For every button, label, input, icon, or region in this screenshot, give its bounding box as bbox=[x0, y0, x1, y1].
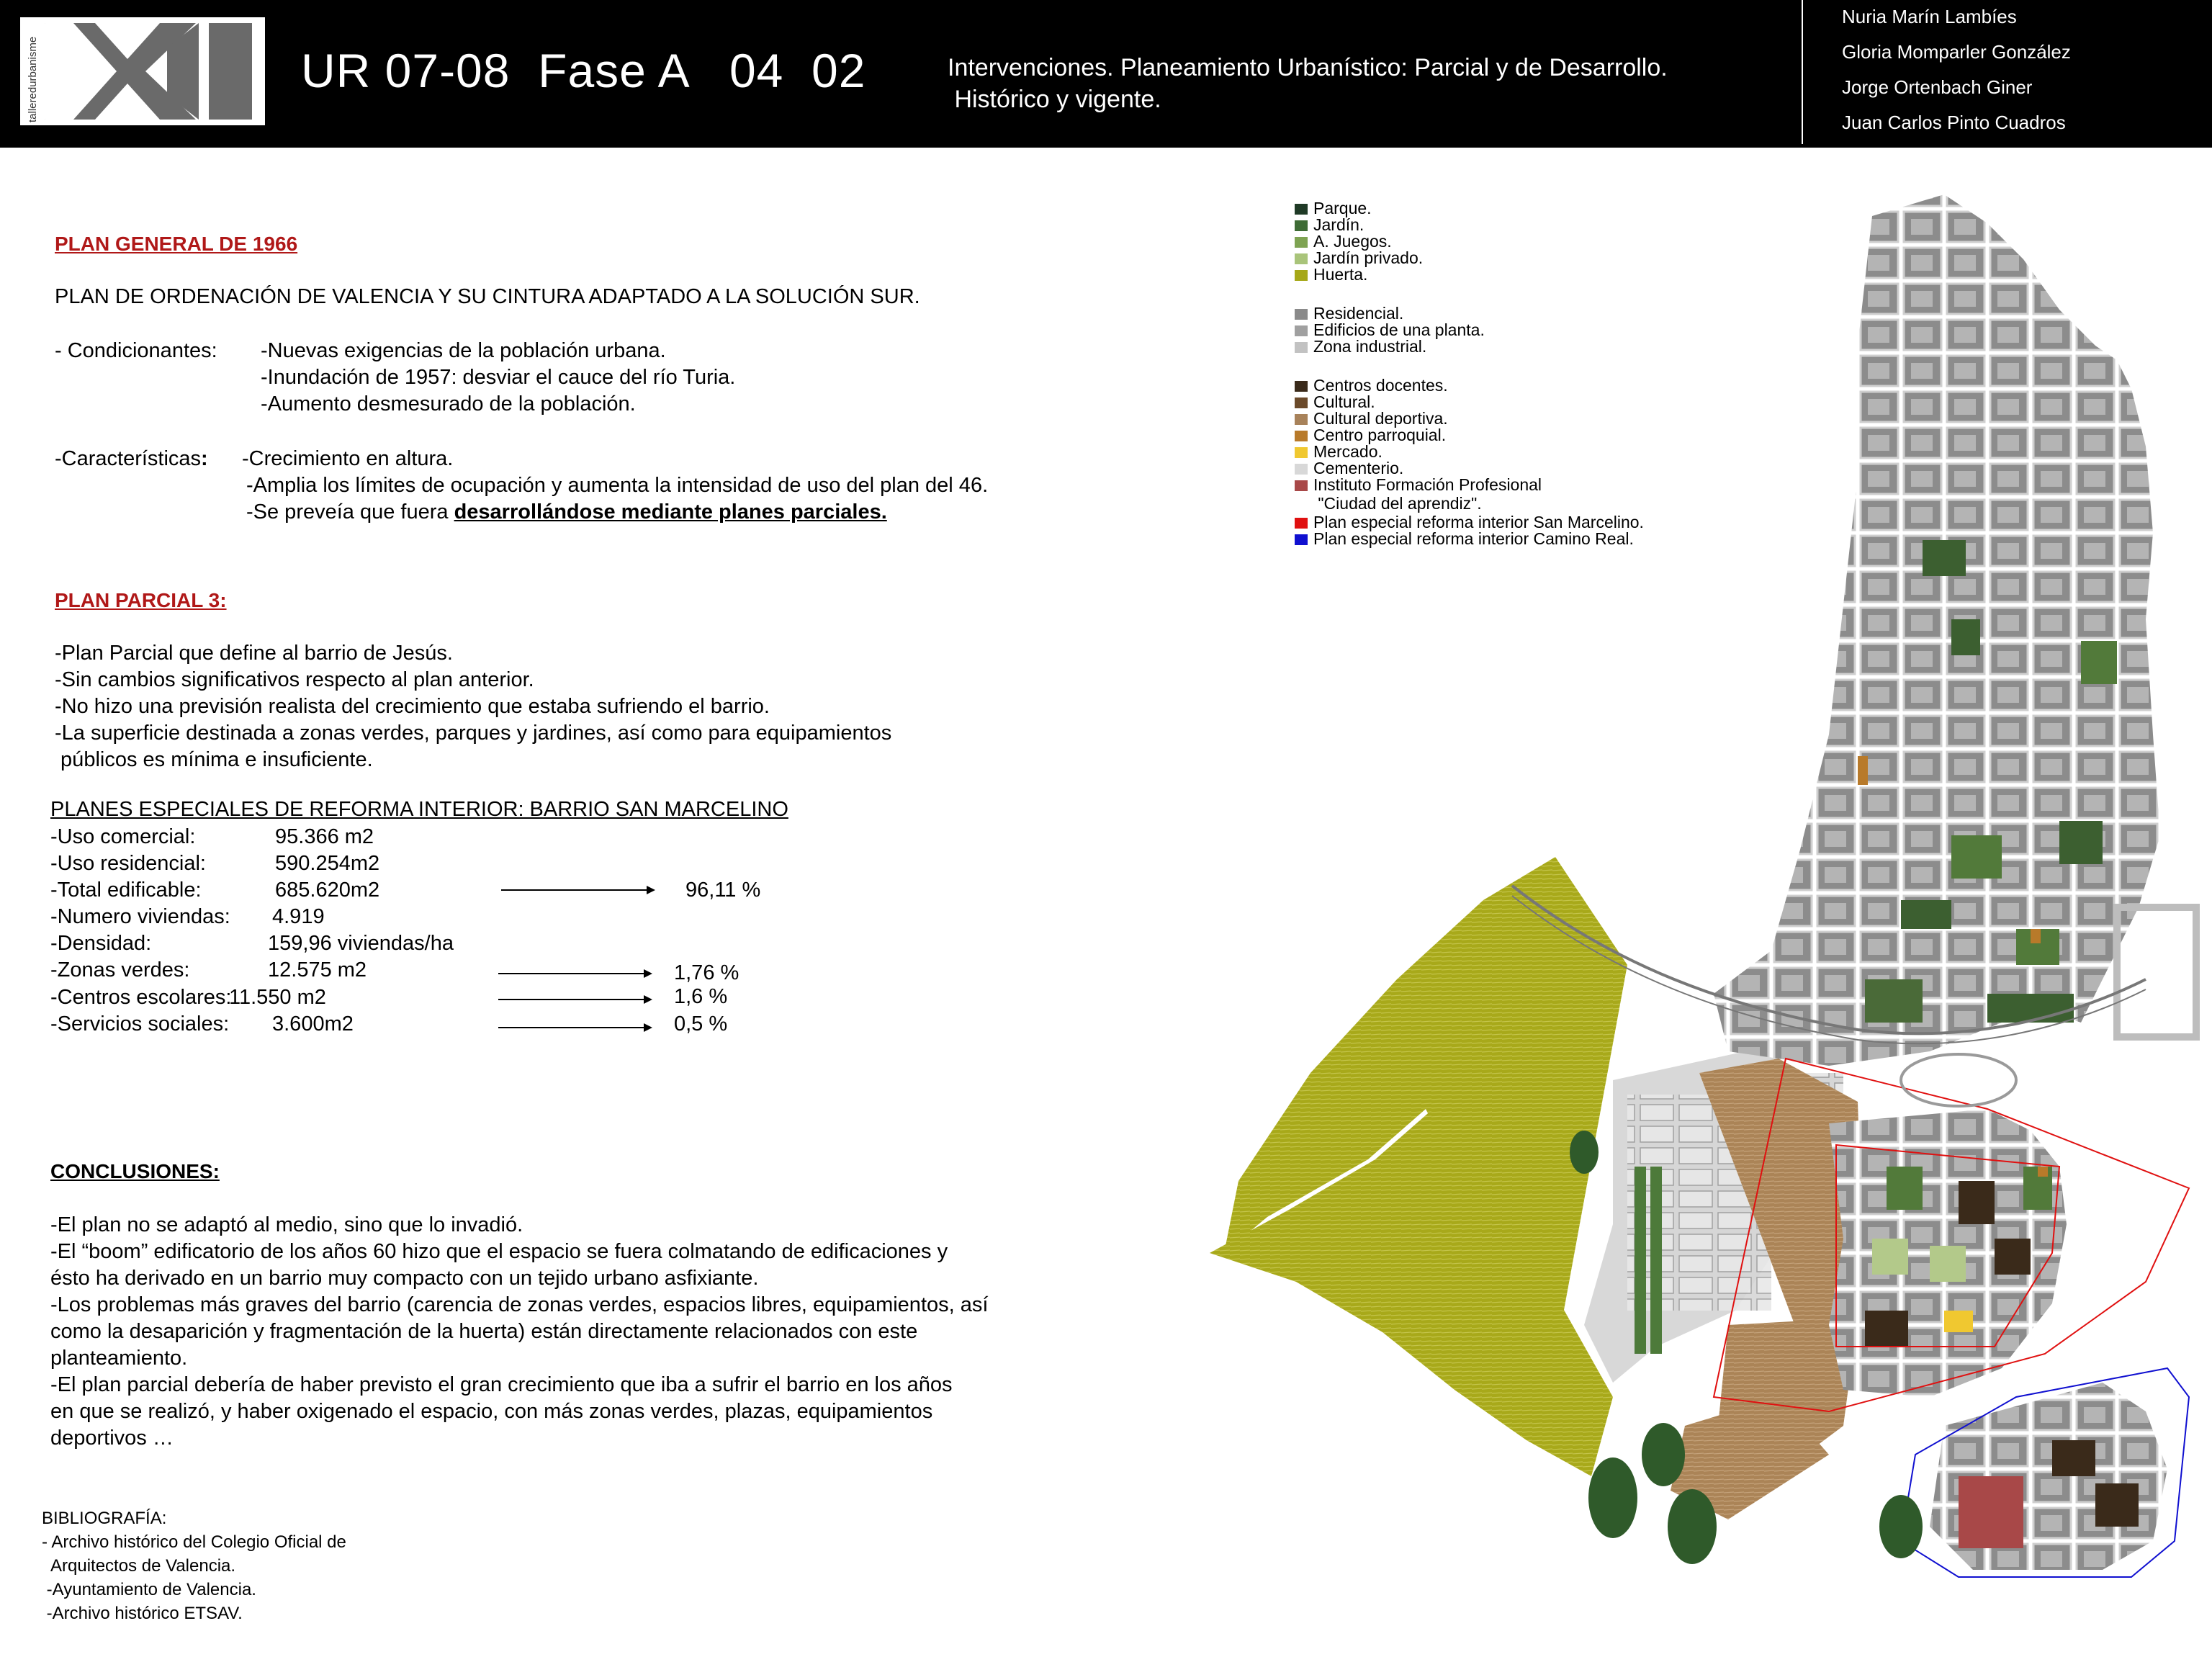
legend-item bbox=[1295, 377, 1448, 394]
legend-swatch bbox=[1295, 220, 1308, 231]
pe-row-label: -Densidad: bbox=[50, 932, 152, 955]
bibliografia-item: -Archivo histórico ETSAV. bbox=[42, 1604, 243, 1623]
legend-item bbox=[1295, 338, 1426, 355]
pe-row-label: -Total edificable: bbox=[50, 879, 202, 902]
condicionantes-label: - Condicionantes: bbox=[55, 339, 229, 362]
pe-row-label: -Servicios sociales: bbox=[50, 1012, 230, 1036]
pe-row-value: 12.575 m2 bbox=[268, 958, 367, 982]
legend-label: Edificios de una planta. bbox=[1313, 320, 1485, 339]
legend-item bbox=[1295, 305, 1403, 322]
condicionante-item: -Inundación de 1957: desviar el cauce del río Turia. bbox=[261, 366, 736, 389]
pe-row-value: 95.366 m2 bbox=[275, 825, 374, 848]
legend-swatch bbox=[1295, 534, 1308, 545]
bibliografia-heading: BIBLIOGRAFÍA: bbox=[42, 1509, 167, 1528]
legend-item bbox=[1295, 477, 1542, 493]
plan-parcial-item: públicos es mínima e insuficiente. bbox=[55, 748, 373, 771]
pe-row-label: -Numero viviendas: bbox=[50, 905, 230, 928]
author: Nuria Marín Lambíes bbox=[1842, 6, 2017, 27]
legend-label: Cultural deportiva. bbox=[1313, 409, 1448, 428]
legend-item bbox=[1295, 266, 1367, 283]
author: Juan Carlos Pinto Cuadros bbox=[1842, 112, 2066, 133]
pe-row-value: 3.600m2 bbox=[272, 1012, 354, 1036]
pe-row-value: 4.919 bbox=[272, 905, 325, 928]
arrow-line bbox=[498, 1027, 651, 1028]
legend-label: Jardín privado. bbox=[1313, 248, 1424, 267]
legend-swatch bbox=[1295, 325, 1308, 336]
legend-swatch bbox=[1295, 397, 1308, 408]
plan-general-subheading: PLAN DE ORDENACIÓN DE VALENCIA Y SU CINTURA ADAPTADO A LA SOLUCIÓN SUR. bbox=[55, 285, 920, 308]
subtitle-line: Intervenciones. Planeamiento Urbanístico: Parcial y de Desarrollo. bbox=[948, 54, 1668, 81]
pe-row-value: 11.550 m2 bbox=[229, 986, 326, 1009]
pe-row-value: 159,96 viviendas/ha bbox=[268, 932, 454, 955]
legend-swatch bbox=[1295, 253, 1308, 264]
header-bar bbox=[0, 0, 2212, 148]
legend-item bbox=[1295, 427, 1446, 444]
svg-text:talleredurbanisme: talleredurbanisme bbox=[27, 36, 39, 122]
legend-label: "Ciudad del aprendiz". bbox=[1313, 494, 1482, 513]
caracteristicas-label-text: -Características bbox=[55, 447, 202, 470]
pe-row-label: -Uso residencial: bbox=[50, 852, 206, 875]
legend-swatch bbox=[1295, 480, 1308, 491]
pe-row-percent: 96,11 % bbox=[685, 879, 761, 902]
legend-item bbox=[1295, 460, 1403, 477]
legend-label: A. Juegos. bbox=[1313, 232, 1392, 251]
legend-swatch bbox=[1295, 518, 1308, 529]
pe-row-label: -Zonas verdes: bbox=[50, 958, 190, 982]
plan-general-heading: PLAN GENERAL DE 1966 bbox=[55, 233, 298, 255]
sheet-subtitle bbox=[948, 52, 1668, 115]
legend-swatch bbox=[1295, 309, 1308, 320]
legend-label: Cultural. bbox=[1313, 392, 1375, 411]
bibliografia-item: -Ayuntamiento de Valencia. bbox=[42, 1580, 256, 1599]
legend-swatch bbox=[1295, 204, 1308, 215]
sheet-code: UR 07-08 Fase A 04 02 bbox=[301, 44, 866, 97]
logo bbox=[20, 17, 265, 125]
logo-vertical-text bbox=[23, 17, 42, 125]
legend-item bbox=[1295, 531, 1634, 547]
legend-label: Cementerio. bbox=[1313, 459, 1404, 477]
legend-swatch bbox=[1295, 431, 1308, 441]
logo-mark bbox=[45, 23, 261, 120]
condicionante-item: -Nuevas exigencias de la población urbana. bbox=[261, 339, 666, 362]
legend-label: Jardín. bbox=[1313, 215, 1364, 234]
pe-row-percent: 1,6 % bbox=[674, 985, 728, 1008]
legend-item bbox=[1295, 495, 1482, 512]
legend-swatch bbox=[1295, 464, 1308, 475]
legend-label: Centro parroquial. bbox=[1313, 426, 1447, 444]
legend-swatch bbox=[1295, 499, 1308, 510]
legend-item bbox=[1295, 410, 1448, 427]
conclusion-line: deportivos … bbox=[50, 1427, 174, 1450]
header-divider bbox=[1802, 0, 1803, 144]
bibliografia-item: Arquitectos de Valencia. bbox=[42, 1556, 236, 1576]
legend-item bbox=[1295, 217, 1364, 233]
arrow-line bbox=[498, 999, 651, 1000]
legend-label: Huerta. bbox=[1313, 265, 1368, 284]
conclusion-line: ésto ha derivado en un barrio muy compacto con un tejido urbano asfixiante. bbox=[50, 1267, 759, 1290]
plan-parcial-heading: PLAN PARCIAL 3: bbox=[55, 589, 227, 611]
conclusion-line: -El plan no se adaptó al medio, sino que lo invadió. bbox=[50, 1213, 523, 1236]
caracteristica-text: -Se preveía que fuera bbox=[246, 500, 454, 524]
legend-item bbox=[1295, 444, 1382, 460]
conclusion-line: como la desaparición y fragmentación de la huerta) están directamente relacionados con este bbox=[50, 1320, 918, 1343]
legend-label: Mercado. bbox=[1313, 442, 1382, 461]
conclusion-line: -Los problemas más graves del barrio (carencia de zonas verdes, espacios libres, equipamientos, así bbox=[50, 1293, 989, 1316]
bibliografia-item: - Archivo histórico del Colegio Oficial de bbox=[42, 1532, 346, 1552]
legend-item bbox=[1295, 250, 1423, 266]
planes-especiales-heading: PLANES ESPECIALES DE REFORMA INTERIOR: BARRIO SAN MARCELINO bbox=[50, 798, 788, 821]
legend-item bbox=[1295, 233, 1392, 250]
arrow-line bbox=[501, 889, 654, 891]
subtitle-line: Histórico y vigente. bbox=[948, 86, 1161, 113]
plan-parcial-item: -Plan Parcial que define al barrio de Jesús. bbox=[55, 642, 453, 665]
pe-row-percent: 1,76 % bbox=[674, 961, 739, 984]
legend-swatch bbox=[1295, 237, 1308, 248]
caracteristicas-colon: : bbox=[201, 447, 208, 470]
legend-label: Plan especial reforma interior San Marcelino. bbox=[1313, 513, 1644, 531]
legend-item bbox=[1295, 200, 1372, 217]
caracteristica-emphasis: desarrollándose mediante planes parciales. bbox=[454, 500, 887, 524]
legend-label: Parque. bbox=[1313, 199, 1372, 217]
conclusion-line: -El “boom” edificatorio de los años 60 hizo que el espacio se fuera colmatando de edificaciones y bbox=[50, 1240, 948, 1263]
plan-parcial-item: -La superficie destinada a zonas verdes, parques y jardines, así como para equipamientos bbox=[55, 722, 892, 745]
authors-list bbox=[1842, 3, 2071, 144]
legend-swatch bbox=[1295, 414, 1308, 425]
condicionante-item: -Aumento desmesurado de la población. bbox=[261, 392, 636, 416]
legend-item bbox=[1295, 394, 1375, 410]
arrow-line bbox=[498, 973, 651, 974]
legend-item bbox=[1295, 322, 1485, 338]
caracteristica-item: -Crecimiento en altura. bbox=[242, 447, 454, 470]
conclusiones-heading: CONCLUSIONES: bbox=[50, 1160, 220, 1182]
legend-swatch bbox=[1295, 270, 1308, 281]
plan-parcial-item: -Sin cambios significativos respecto al plan anterior. bbox=[55, 668, 534, 691]
conclusion-line: -El plan parcial debería de haber previsto el gran crecimiento que iba a sufrir el barrio en los años bbox=[50, 1373, 953, 1396]
pe-row-label: -Uso comercial: bbox=[50, 825, 196, 848]
legend-swatch bbox=[1295, 342, 1308, 353]
pe-row-label: -Centros escolares: bbox=[50, 986, 232, 1009]
pe-row-value: 590.254m2 bbox=[275, 852, 380, 875]
conclusion-line: planteamiento. bbox=[50, 1347, 188, 1370]
author: Gloria Momparler González bbox=[1842, 41, 2071, 63]
legend-label: Instituto Formación Profesional bbox=[1313, 475, 1542, 494]
caracteristica-item: -Amplia los límites de ocupación y aumenta la intensidad de uso del plan del 46. bbox=[246, 474, 989, 497]
legend-label: Zona industrial. bbox=[1313, 337, 1427, 356]
plan-parcial-item: -No hizo una previsión realista del crecimiento que estaba sufriendo el barrio. bbox=[55, 695, 770, 718]
legend-label: Plan especial reforma interior Camino Real. bbox=[1313, 529, 1634, 548]
caracteristicas-label bbox=[55, 446, 208, 472]
conclusion-line: en que se realizó, y haber oxigenado el espacio, con más zonas verdes, plazas, equipamientos bbox=[50, 1400, 933, 1423]
legend-swatch bbox=[1295, 447, 1308, 458]
legend-item bbox=[1295, 514, 1644, 531]
caracteristica-item bbox=[246, 499, 887, 526]
legend-label: Residencial. bbox=[1313, 304, 1404, 323]
pe-row-percent: 0,5 % bbox=[674, 1012, 728, 1036]
author: Jorge Ortenbach Giner bbox=[1842, 76, 2033, 98]
legend-label: Centros docentes. bbox=[1313, 376, 1448, 395]
pe-row-value: 685.620m2 bbox=[275, 879, 380, 902]
legend-swatch bbox=[1295, 381, 1308, 392]
